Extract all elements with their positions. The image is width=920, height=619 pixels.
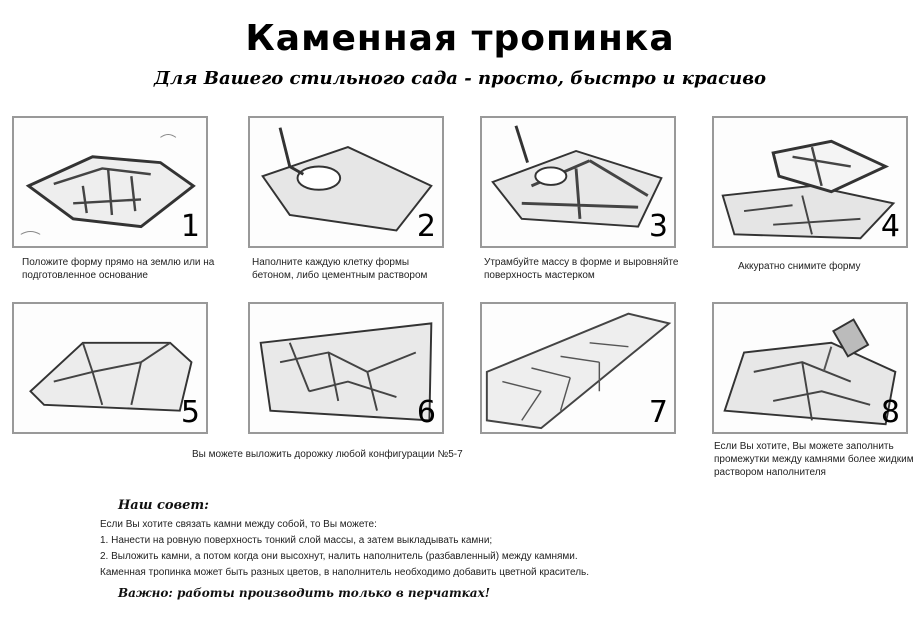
- step-3-illustration: [480, 116, 676, 248]
- step-5-illustration: [12, 302, 208, 434]
- step-1-number: 1: [180, 209, 200, 244]
- step-6-illustration: [248, 302, 444, 434]
- filling-gaps-drawing: [714, 304, 906, 432]
- mold-on-ground-drawing: [14, 118, 206, 246]
- step-3-number: 3: [648, 209, 668, 244]
- leveling-surface-drawing: [482, 118, 674, 246]
- step-4-caption: Аккуратно снимите форму: [738, 261, 861, 272]
- warning-text: Важно: работы производить только в перчатках!: [118, 586, 490, 600]
- page-title: Каменная тропинка: [245, 18, 675, 59]
- step-5-number: 5: [180, 395, 200, 430]
- single-stone-slab-drawing: [14, 304, 206, 432]
- step-2-number: 2: [416, 209, 436, 244]
- step-4-number: 4: [880, 209, 900, 244]
- advice-intro: Если Вы хотите связать камни между собой, то Вы можете:: [100, 519, 377, 530]
- multiple-slabs-drawing: [250, 304, 442, 432]
- page-subtitle: Для Вашего стильного сада - просто, быстро и красиво: [153, 68, 767, 89]
- step-8-number: 8: [880, 395, 900, 430]
- step-8-caption: Если Вы хотите, Вы можете заполнить промежутки между камнями более жидким раствором наполнителя: [714, 441, 914, 478]
- advice-title: Наш совет:: [118, 498, 209, 513]
- step-1-caption: Положите форму прямо на землю или на подготовленное основание: [22, 257, 215, 281]
- configuration-caption: Вы можете выложить дорожку любой конфигурации №5-7: [192, 449, 463, 460]
- step-7-illustration: [480, 302, 676, 434]
- step-1-illustration: [12, 116, 208, 248]
- step-7-number: 7: [648, 395, 668, 430]
- advice-note: Каменная тропинка может быть разных цветов, в наполнитель необходимо добавить цветной краситель.: [100, 567, 590, 578]
- step-3-caption: Утрамбуйте массу в форме и выровняйте поверхность мастерком: [484, 257, 679, 281]
- filling-mold-drawing: [250, 118, 442, 246]
- advice-item-1: 1. Нанести на ровную поверхность тонкий слой массы, а затем выкладывать камни;: [100, 535, 493, 546]
- step-2-illustration: [248, 116, 444, 248]
- step-6-number: 6: [416, 395, 436, 430]
- advice-item-2: 2. Выложить камни, а потом когда они высохнут, налить наполнитель (разбавленный) между камнями.: [100, 551, 578, 562]
- removing-mold-drawing: [714, 118, 906, 246]
- step-4-illustration: [712, 116, 908, 248]
- step-8-illustration: [712, 302, 908, 434]
- winding-path-drawing: [482, 304, 674, 432]
- step-2-caption: Наполните каждую клетку формы бетоном, либо цементным раствором: [252, 257, 428, 281]
